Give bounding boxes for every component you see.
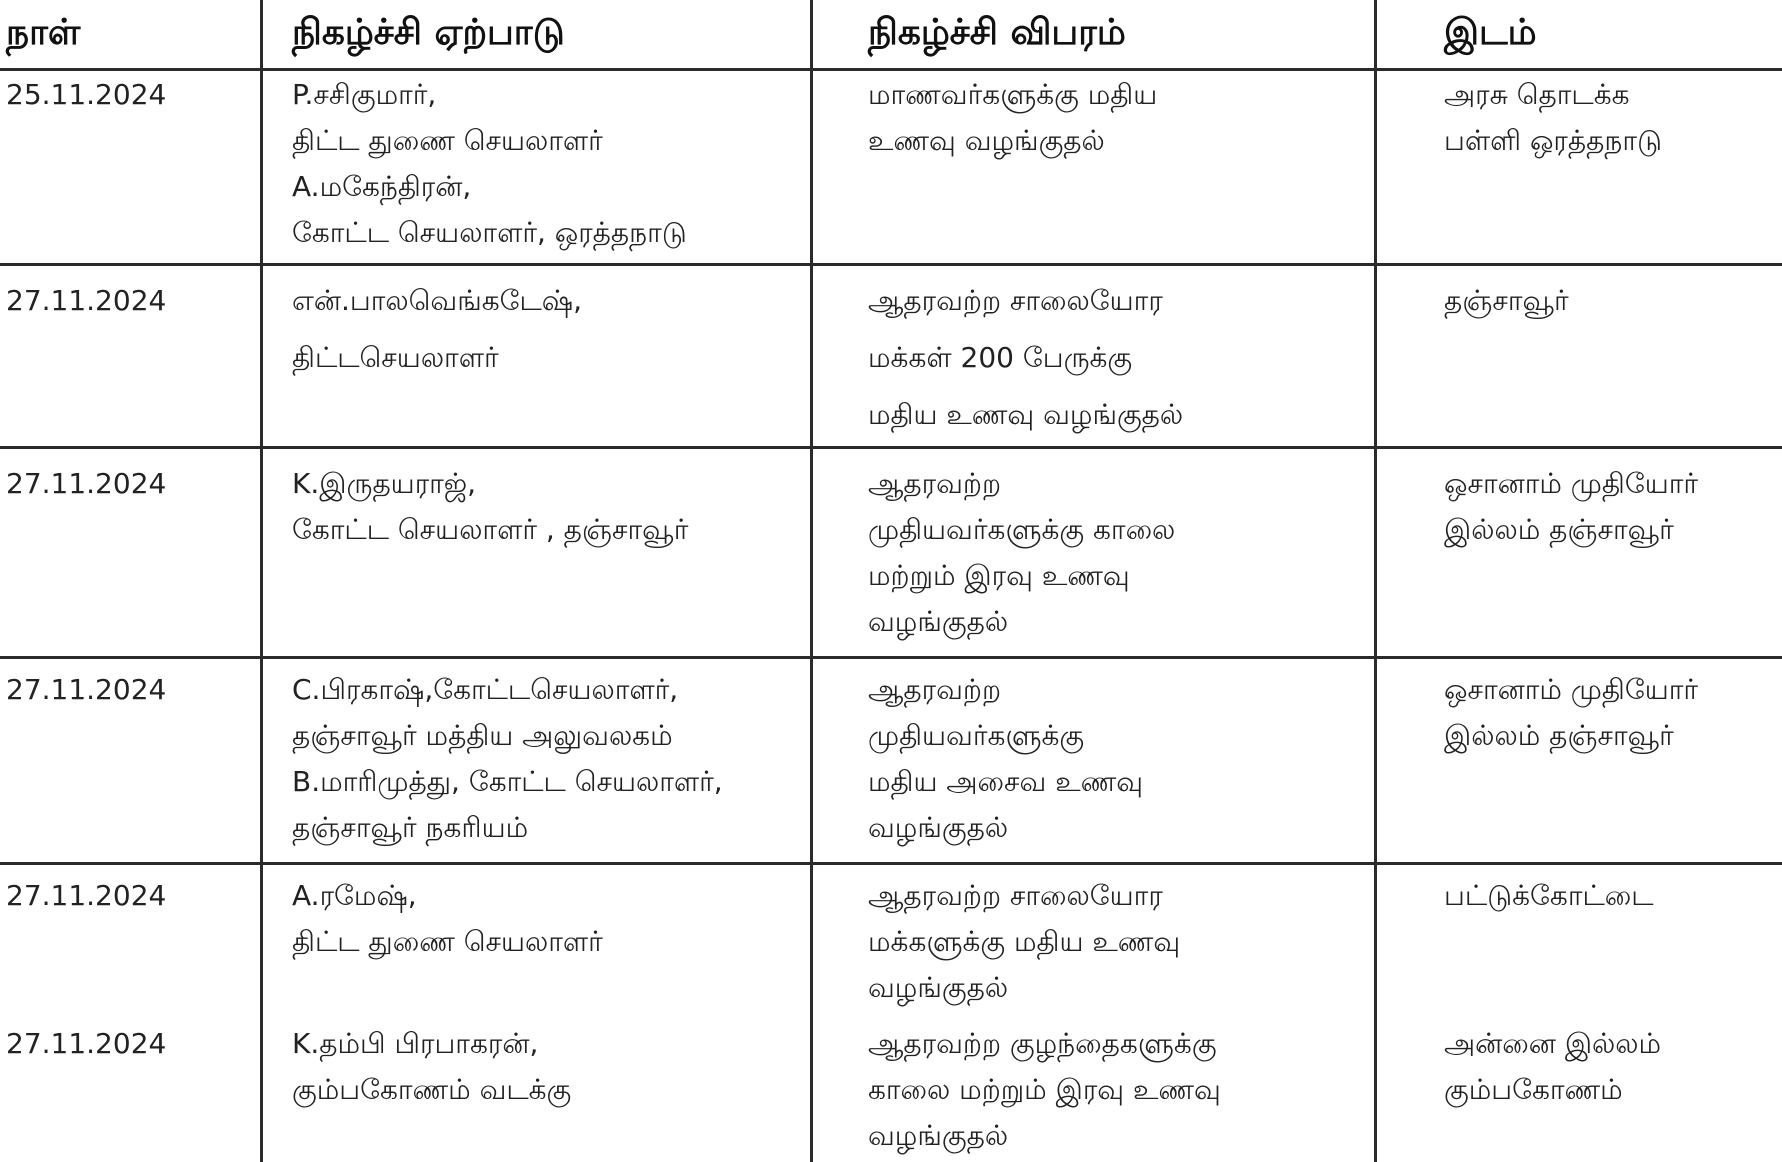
- organizer-line: P.சசிகுமார்,: [292, 78, 437, 111]
- place-cell: [1444, 461, 1698, 553]
- row-divider: [0, 263, 1782, 266]
- details-line: முதியவர்களுக்கு: [868, 719, 1085, 752]
- organizer-cell: [292, 278, 582, 381]
- details-cell: [868, 461, 1175, 645]
- table-row: [6, 72, 166, 118]
- date-cell: 27.11.2024: [6, 1027, 167, 1060]
- place-line: பள்ளி ஒரத்தநாடு: [1444, 124, 1662, 157]
- place-cell: [1444, 873, 1654, 919]
- column-divider: [810, 0, 813, 1162]
- organizer-line: திட்டசெயலாளர்: [292, 341, 499, 374]
- header-date: நாள்: [6, 12, 81, 53]
- details-line: வழங்குதல்: [868, 971, 1009, 1004]
- place-cell: [1444, 667, 1698, 759]
- organizer-line: தஞ்சாவூர் மத்திய அலுவலகம்: [292, 719, 673, 752]
- organizer-cell: [292, 1021, 571, 1113]
- details-line: காலை மற்றும் இரவு உணவு: [868, 1073, 1221, 1106]
- row-divider: [0, 862, 1782, 865]
- details-line: ஆதரவற்ற: [868, 673, 1002, 706]
- header-details: நிகழ்ச்சி விபரம்: [868, 12, 1126, 53]
- date-cell: 27.11.2024: [6, 673, 167, 706]
- details-line: வழங்குதல்: [868, 605, 1009, 638]
- details-cell: [868, 873, 1180, 1011]
- place-line: தஞ்சாவூர்: [1444, 284, 1569, 317]
- details-line: மக்களுக்கு மதிய உணவு: [868, 925, 1181, 958]
- organizer-line: திட்ட துணை செயலாளர்: [292, 124, 603, 157]
- details-line: ஆதரவற்ற குழந்தைகளுக்கு: [868, 1027, 1217, 1060]
- details-cell: [868, 72, 1157, 164]
- table-row: [6, 667, 166, 713]
- table-row: [6, 461, 166, 507]
- place-cell: [1444, 1021, 1661, 1113]
- details-line: மதிய அசைவ உணவு: [868, 765, 1144, 798]
- details-line: முதியவர்களுக்கு காலை: [868, 513, 1176, 546]
- details-line: மக்கள் 200 பேருக்கு: [868, 341, 1133, 374]
- details-line: மாணவர்களுக்கு மதிய: [868, 78, 1158, 111]
- place-cell: [1444, 278, 1569, 324]
- details-line: ஆதரவற்ற: [868, 467, 1002, 500]
- organizer-line: B.மாரிமுத்து, கோட்ட செயலாளர்,: [292, 765, 723, 798]
- organizer-line: தஞ்சாவூர் நகரியம்: [292, 811, 529, 844]
- row-divider: [0, 68, 1782, 71]
- organizer-line: K.தம்பி பிரபாகரன்,: [292, 1027, 539, 1060]
- place-line: இல்லம் தஞ்சாவூர்: [1444, 719, 1674, 752]
- details-line: வழங்குதல்: [868, 1119, 1009, 1152]
- organizer-cell: [292, 461, 688, 553]
- organizer-line: கோட்ட செயலாளர் , தஞ்சாவூர்: [292, 513, 689, 546]
- details-line: மதிய உணவு வழங்குதல்: [868, 398, 1184, 431]
- place-line: ஒசானாம் முதியோர்: [1444, 467, 1698, 500]
- details-line: ஆதரவற்ற சாலையோர: [868, 284, 1163, 317]
- place-line: அரசு தொடக்க: [1444, 78, 1630, 111]
- details-line: மற்றும் இரவு உணவு: [868, 559, 1130, 592]
- column-divider: [260, 0, 263, 1162]
- place-line: கும்பகோணம்: [1444, 1073, 1623, 1106]
- date-cell: 27.11.2024: [6, 879, 167, 912]
- table-row: [6, 278, 166, 324]
- header-organizer: நிகழ்ச்சி ஏற்பாடு: [292, 12, 565, 53]
- place-line: ஒசானாம் முதியோர்: [1444, 673, 1698, 706]
- organizer-cell: [292, 873, 603, 965]
- place-line: பட்டுக்கோட்டை: [1444, 879, 1654, 912]
- place-line: அன்னை இல்லம்: [1444, 1027, 1662, 1060]
- organizer-line: A.ரமேஷ்,: [292, 879, 417, 912]
- date-cell: 25.11.2024: [6, 78, 167, 111]
- place-cell: [1444, 72, 1662, 164]
- column-divider: [1374, 0, 1377, 1162]
- details-cell: [868, 667, 1143, 851]
- organizer-line: கோட்ட செயலாளர், ஒரத்தநாடு: [292, 216, 687, 249]
- row-divider: [0, 656, 1782, 659]
- details-cell: [868, 278, 1183, 438]
- organizer-line: C.பிரகாஷ்,கோட்டசெயலாளர்,: [292, 673, 679, 706]
- table-row: [6, 1021, 166, 1067]
- organizer-line: A.மகேந்திரன்,: [292, 170, 472, 203]
- place-line: இல்லம் தஞ்சாவூர்: [1444, 513, 1674, 546]
- details-line: வழங்குதல்: [868, 811, 1009, 844]
- table-row: [6, 873, 166, 919]
- organizer-line: என்.பாலவெங்கடேஷ்,: [292, 284, 583, 317]
- details-line: உணவு வழங்குதல்: [868, 124, 1105, 157]
- organizer-line: K.இருதயராஜ்,: [292, 467, 477, 500]
- organizer-line: திட்ட துணை செயலாளர்: [292, 925, 603, 958]
- details-cell: [868, 1021, 1221, 1159]
- row-divider: [0, 446, 1782, 449]
- header-place: இடம்: [1444, 12, 1537, 53]
- date-cell: 27.11.2024: [6, 284, 167, 317]
- date-cell: 27.11.2024: [6, 467, 167, 500]
- organizer-line: கும்பகோணம் வடக்கு: [292, 1073, 572, 1106]
- organizer-cell: [292, 667, 723, 851]
- details-line: ஆதரவற்ற சாலையோர: [868, 879, 1163, 912]
- organizer-cell: [292, 72, 687, 256]
